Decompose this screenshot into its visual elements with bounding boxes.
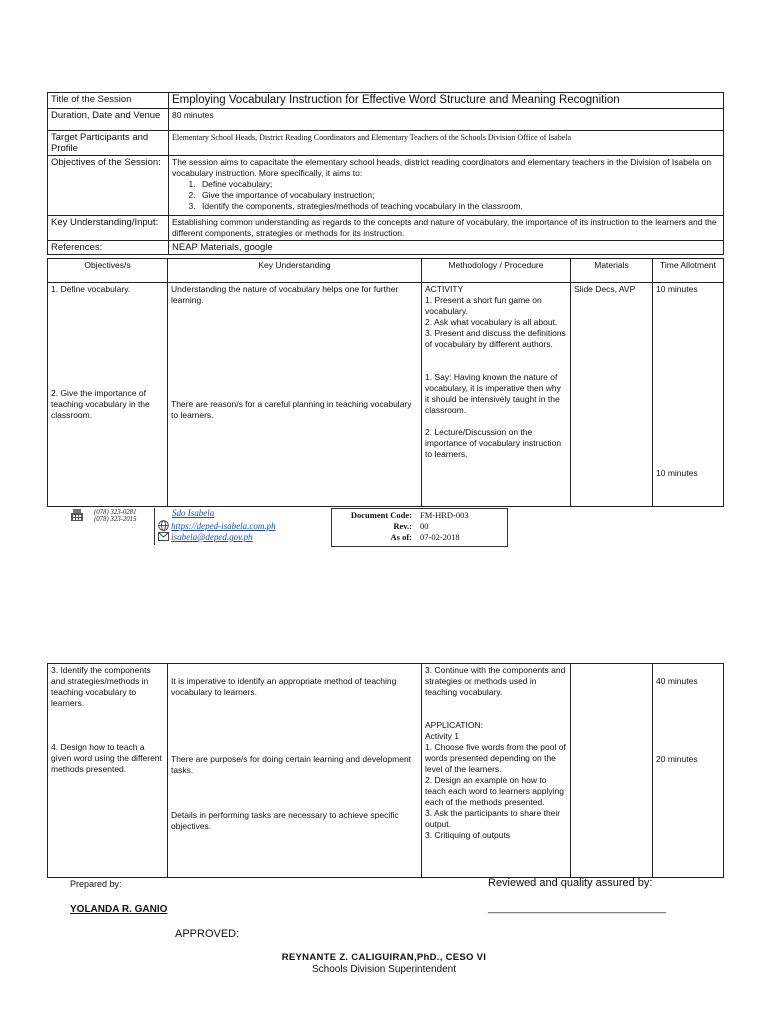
objectives-cell: [48, 283, 168, 507]
phone-1: (078) 323-0281: [94, 509, 137, 516]
method-step: 3. Present and discuss the definitions of vocabulary by different authors.: [425, 328, 566, 349]
time-2: 10 minutes: [656, 468, 698, 478]
materials-cell: [571, 664, 653, 878]
table-row: [48, 664, 724, 878]
facebook-link[interactable]: Sdo Isabela: [172, 508, 215, 518]
objectives-value: [169, 156, 724, 216]
procedure-table: [47, 258, 724, 507]
method-step: 1. Say: Having known the nature of vocabulary, it is imperative then why it should be intensively taught in the classroom.: [425, 372, 561, 415]
method-step: 1. Choose five words from the pool of words presented depending on the level of the learners.: [425, 742, 566, 774]
objective-item: 2. Give the importance of vocabulary instruction;: [198, 190, 720, 201]
prepared-label: Prepared by:: [70, 879, 122, 889]
table-row: [48, 283, 724, 507]
asof-label: As of:: [390, 532, 412, 542]
time-cell: [653, 283, 724, 507]
title-label: Title of the Session: [48, 93, 169, 109]
session-info-table: [47, 92, 724, 255]
time-3: 40 minutes: [656, 676, 698, 686]
email-link[interactable]: isabela@deped.gov.ph: [171, 532, 253, 542]
duration-value: 80 minutes: [169, 109, 724, 131]
method-step: 1. Present a short fun game on vocabulary.: [425, 295, 542, 316]
method-step: 2. Lecture/Discussion on the importance of vocabulary instruction to learners.: [425, 427, 562, 459]
website-link[interactable]: https://deped-isabela.com.ph: [171, 521, 276, 531]
key-3: It is imperative to identify an appropriate method of teaching vocabulary to learners.: [171, 676, 397, 697]
footer-divider: [154, 508, 155, 545]
participants-label: Target Participants and Profile: [48, 131, 169, 156]
activity-heading: ACTIVITY: [425, 284, 464, 294]
references-value: NEAP Materials, google: [169, 241, 724, 255]
references-label: References:: [48, 241, 169, 255]
time-4: 20 minutes: [656, 754, 698, 764]
objectives-intro: The session aims to capacitate the elementary school heads, district reading coordinators and elementary teachers in the Division of Isabela on vocabulary instruction. More specifically, it aims to:: [172, 157, 712, 178]
approved-label: APPROVED:: [175, 928, 240, 940]
document-code-box: [331, 508, 508, 547]
key-understanding-label: Key Understanding/Input:: [48, 216, 169, 241]
method-step: 3. Ask the participants to share their output.: [425, 808, 561, 829]
approved-title: Schools Division Superintendent: [312, 964, 456, 975]
objective-item: 1. Define vocabulary;: [198, 179, 720, 190]
header-key-understanding: Key Understanding: [168, 259, 422, 283]
method-step: 2. Design an example on how to teach each word to learners applying each of the methods presented.: [425, 775, 564, 807]
contact-links: [158, 508, 276, 544]
method-step: 3. Critiquing of outputs: [425, 830, 511, 840]
reviewed-signature-line: ________________________________: [488, 903, 666, 914]
participants-value: Elementary School Heads, District Reading Coordinators and Elementary Teachers of the Schools Division Office of Isabela: [169, 131, 724, 156]
reviewed-label: Reviewed and quality assured by:: [488, 877, 653, 889]
rev-label: Rev.:: [393, 521, 412, 531]
activity-subheading: Activity 1: [425, 731, 460, 741]
asof-value: 07-02-2018: [420, 532, 460, 542]
header-methodology: Methodology / Procedure: [422, 259, 571, 283]
prepared-name: YOLANDA R. GANIO: [70, 904, 168, 915]
application-heading: APPLICATION:: [425, 720, 483, 730]
objective-3: 3. Identify the components and strategies/methods in teaching vocabulary to learners.: [51, 665, 151, 708]
procedure-table-continued: [47, 663, 724, 878]
objective-item: 3. Identify the components, strategies/methods of teaching vocabulary in the classroom.: [198, 201, 720, 212]
session-title: Employing Vocabulary Instruction for Effective Word Structure and Meaning Recognition: [169, 93, 724, 109]
materials-cell: Slide Decs, AVP: [571, 283, 653, 507]
key-1: Understanding the nature of vocabulary helps one for further learning.: [171, 284, 399, 305]
objective-1: 1. Define vocabulary.: [51, 284, 131, 294]
rev-value: 00: [420, 521, 429, 531]
method-step: 2. Ask what vocabulary is all about.: [425, 317, 558, 327]
key-4b: Details in performing tasks are necessary to achieve specific objectives.: [171, 810, 399, 831]
approved-name: REYNANTE Z. CALIGUIRAN,PhD., CESO VI: [281, 952, 487, 963]
phone-icon: [70, 508, 84, 522]
method-cell: [422, 664, 571, 878]
duration-label: Duration, Date and Venue: [48, 109, 169, 131]
key-4a: There are purpose/s for doing certain learning and development tasks.: [171, 754, 412, 775]
objectives-cell: [48, 664, 168, 878]
key-cell: [168, 664, 422, 878]
header-time: Time Allotment: [653, 259, 724, 283]
key-2: There are reason/s for a careful planning in teaching vocabulary to learners.: [171, 399, 412, 420]
header-materials: Materials: [571, 259, 653, 283]
time-cell: [653, 664, 724, 878]
phone-numbers: [94, 509, 136, 523]
objectives-list: [172, 179, 720, 212]
phone-2: (078) 323-2015: [94, 516, 137, 523]
doc-code-value: FM-HRD-003: [420, 510, 469, 520]
key-cell: [168, 283, 422, 507]
objective-2: 2. Give the importance of teaching vocabulary in the classroom.: [51, 388, 150, 420]
key-understanding-value: Establishing common understanding as regards to the concepts and nature of vocabulary, the importance of its instruction to the learners and the different components, strategies or methods for its instruction.: [169, 216, 724, 241]
method-cell: [422, 283, 571, 507]
method-step: 3. Continue with the components and strategies or methods used in teaching vocabulary.: [425, 665, 566, 697]
mail-icon: [158, 532, 169, 541]
doc-code-label: Document Code:: [350, 510, 412, 520]
objectives-label: Objectives of the Session:: [48, 156, 169, 216]
time-1: 10 minutes: [656, 284, 698, 294]
objective-4: 4. Design how to teach a given word using the different methods presented.: [51, 742, 162, 774]
header-objectives: Objectives/s: [48, 259, 168, 283]
globe-icon: [158, 520, 169, 531]
